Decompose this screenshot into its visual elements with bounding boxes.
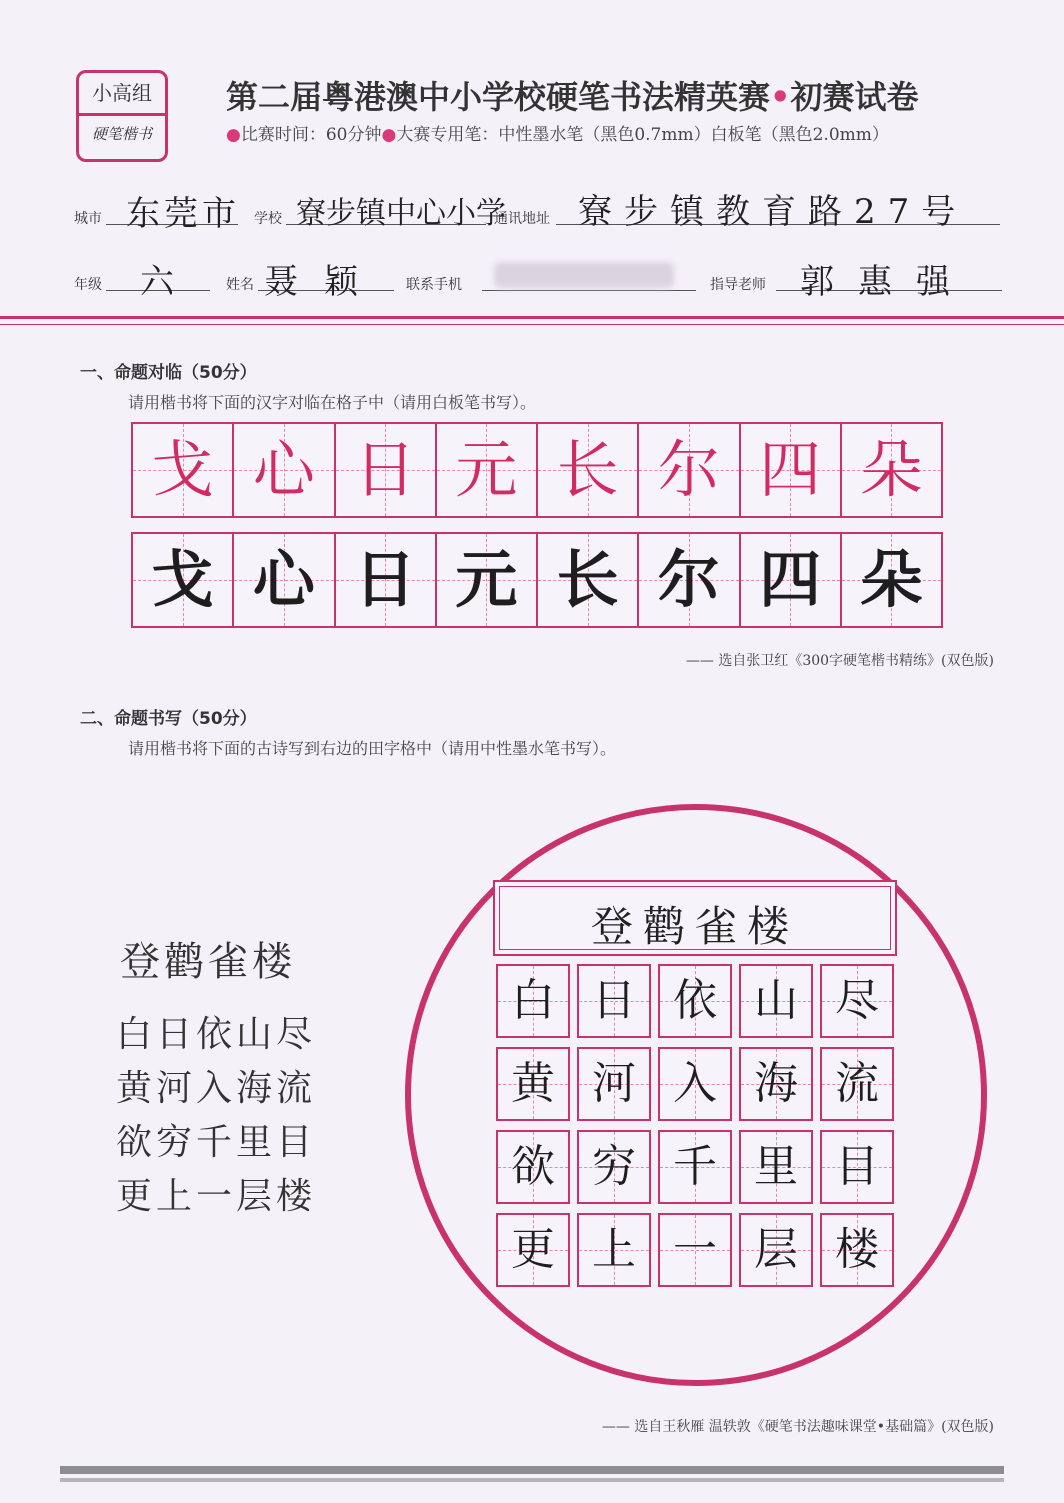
group-badge [76,70,168,162]
phone-underline [482,290,696,291]
poem-char: 目 [835,1141,879,1192]
model-char: 四 [759,433,822,506]
copy-cell[interactable] [234,534,335,626]
phone-label: 联系手机 [406,277,462,293]
poem-cell[interactable] [577,1213,651,1287]
poem-char: 海 [754,1058,798,1109]
model-cell [437,424,538,516]
poem-char: 欲 [511,1141,555,1192]
copy-cell[interactable] [133,534,234,626]
poem-cell[interactable] [739,1213,813,1287]
poem-cell[interactable] [820,1213,894,1287]
page-title [226,72,918,118]
model-cell [741,424,842,516]
teacher-field[interactable]: 郭惠强 [800,262,974,302]
address-field[interactable]: 寮步镇教育路27号 [578,192,968,232]
model-cell [234,424,335,516]
section2-source: —— 选自王秋雁 温轶敦《硬笔书法趣味课堂•基础篇》(双色版) [601,1419,994,1435]
header-divider-thin [0,324,1064,325]
poem-char: 白 [511,975,555,1026]
poem-cell[interactable] [820,1130,894,1204]
poem-char: 日 [592,975,636,1026]
section1-title: 一、命题对临（50分） [80,363,257,383]
poem-char: 穷 [592,1141,636,1192]
exam-rules [226,120,889,145]
footer-bar [60,1466,1004,1474]
model-cell [538,424,639,516]
model-char: 日 [354,433,417,506]
model-cell [336,424,437,516]
header-divider-thick [0,316,1064,319]
copy-cell[interactable] [336,534,437,626]
poem-char: 千 [673,1141,717,1192]
city-field[interactable]: 东莞市 [126,194,240,234]
address-label: 通讯地址 [494,211,550,227]
poem-cell[interactable] [820,1047,894,1121]
copy-char: 日 [354,543,417,616]
name-field[interactable]: 聂颖 [264,262,384,302]
badge-divider [79,113,165,116]
poem-char: 流 [835,1058,879,1109]
poem-cell[interactable] [739,1130,813,1204]
copy-char: 尔 [657,543,720,616]
teacher-label: 指导老师 [710,277,766,293]
poem-line: 白日依山尽 [116,1014,317,1055]
title-dot: • [770,78,791,116]
copy-char: 心 [252,543,315,616]
poem-cell[interactable] [496,1047,570,1121]
poem-char: 楼 [835,1224,879,1275]
poem-cell[interactable] [658,964,732,1038]
poem-char: 河 [592,1058,636,1109]
city-label: 城市 [74,211,102,227]
copy-cell[interactable] [437,534,538,626]
section2-title: 二、命题书写（50分） [80,709,257,729]
poem-cell[interactable] [658,1213,732,1287]
copy-cell[interactable] [538,534,639,626]
poem-title: 登鹳雀楼 [120,939,296,985]
poem-char: 里 [754,1141,798,1192]
copy-char: 长 [556,543,619,616]
poem-char: 依 [673,975,717,1026]
poem-char: 更 [511,1224,555,1275]
copy-cell[interactable] [639,534,740,626]
title-sub: 初赛试卷 [790,78,919,116]
phone-field-redacted [494,262,674,288]
copy-char: 元 [455,543,518,616]
copy-char: 朵 [860,543,923,616]
section1-source: —— 选自张卫红《300字硬笔楷书精练》(双色版) [685,653,994,669]
title-main: 第二届粤港澳中小学校硬笔书法精英赛 [226,78,771,116]
copy-cell[interactable] [741,534,842,626]
model-char-row [131,422,943,518]
section1-instruction: 请用楷书将下面的汉字对临在格子中（请用白板笔书写）。 [128,393,537,412]
copy-cell[interactable] [842,534,941,626]
exam-time: 比赛时间：60分钟 [240,125,382,145]
school-field[interactable]: 寮步镇中心小学 [296,196,506,231]
model-char: 心 [252,433,315,506]
model-cell [842,424,941,516]
copy-char: 四 [759,543,822,616]
poem-cell[interactable] [496,1130,570,1204]
grade-field[interactable]: 六 [140,262,178,302]
poem-char: 上 [592,1224,636,1275]
copy-char: 戈 [151,543,214,616]
model-char: 朵 [860,433,923,506]
model-char: 长 [556,433,619,506]
poem-cell[interactable] [577,1047,651,1121]
poem-cell[interactable] [658,1130,732,1204]
poem-line: 黄河入海流 [116,1068,317,1109]
poem-cell[interactable] [577,964,651,1038]
grade-label: 年级 [74,277,102,293]
model-char: 元 [455,433,518,506]
bullet-icon: ● [381,125,397,145]
model-char: 尔 [657,433,720,506]
poem-char: 黄 [511,1058,555,1109]
poem-cell[interactable] [496,1213,570,1287]
badge-category-label: 硬笔楷书 [91,125,152,143]
poem-cell[interactable] [496,964,570,1038]
poem-char: 入 [673,1058,717,1109]
copy-char-row [131,532,943,628]
bullet-icon: ● [226,125,241,145]
poem-cell[interactable] [739,964,813,1038]
poem-cell[interactable] [658,1047,732,1121]
school-label: 学校 [254,211,282,227]
poem-line: 欲穷千里目 [116,1122,317,1163]
model-cell [133,424,234,516]
poem-char: 层 [754,1224,798,1275]
footer-bar-thin [60,1478,1004,1482]
exam-pens: 大赛专用笔：中性墨水笔（黑色0.7mm）白板笔（黑色2.0mm） [396,125,889,145]
poem-title-box[interactable] [493,880,897,956]
written-poem-title: 登鹳雀楼 [590,902,799,951]
poem-line: 更上一层楼 [116,1176,317,1217]
model-char: 戈 [151,433,214,506]
section2-instruction: 请用楷书将下面的古诗写到右边的田字格中（请用中性墨水笔书写）。 [128,739,617,758]
model-cell [639,424,740,516]
poem-char: 尽 [835,975,879,1026]
poem-char: 一 [673,1224,717,1275]
poem-char: 山 [754,975,798,1026]
badge-group-label: 小高组 [92,81,152,105]
poem-cell[interactable] [577,1130,651,1204]
poem-cell[interactable] [820,964,894,1038]
poem-cell[interactable] [739,1047,813,1121]
name-label: 姓名 [226,277,254,293]
